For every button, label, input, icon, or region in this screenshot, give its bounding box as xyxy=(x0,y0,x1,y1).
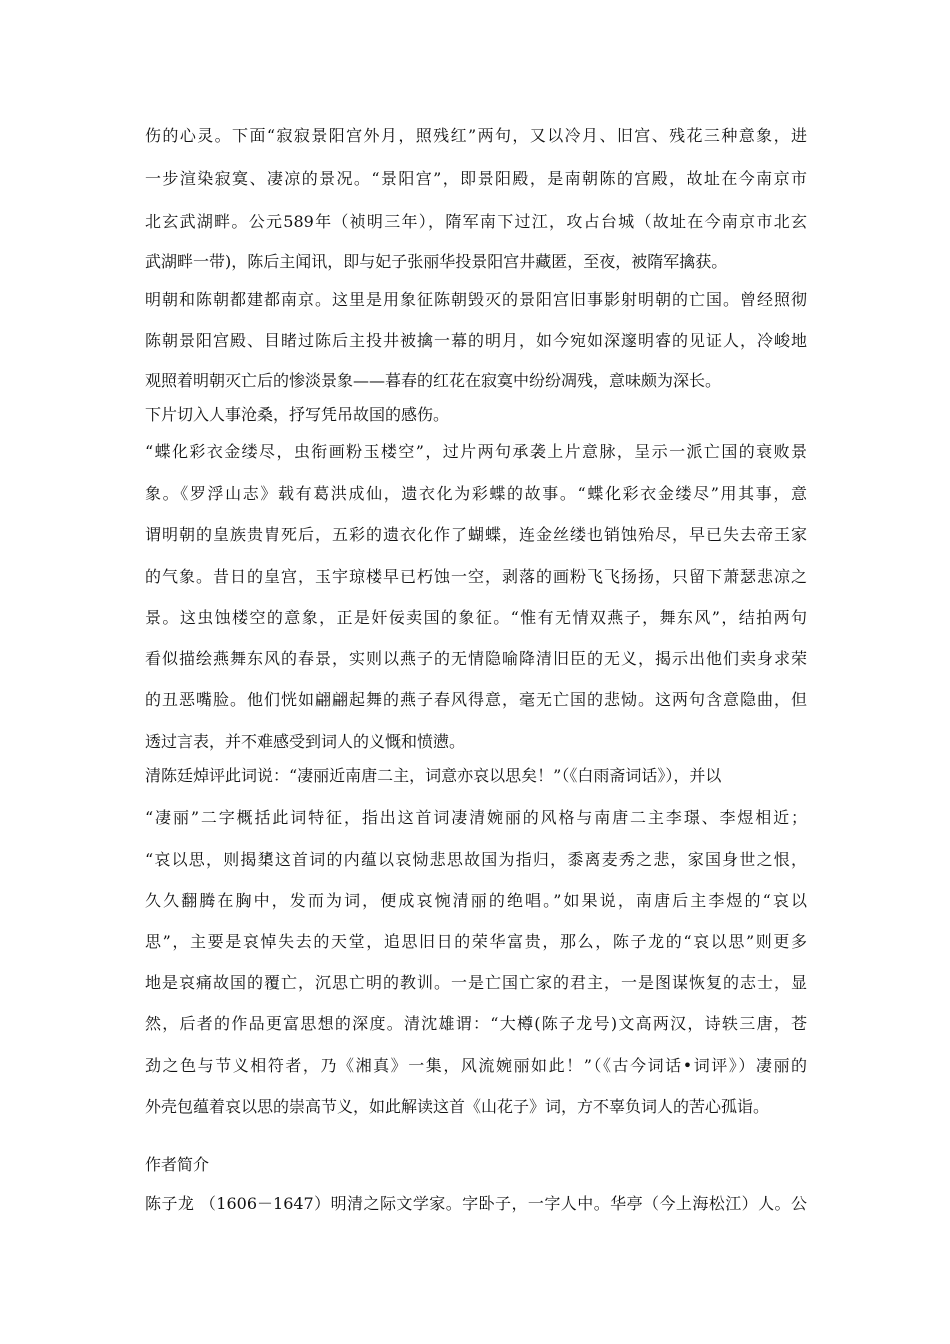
text-line: “蝶化彩衣金缕尽，虫衔画粉玉楼空”，过片两句承袭上片意脉，呈示一派亡国的衰败景 xyxy=(145,442,807,461)
text-line: “哀以思，则揭橥这首词的内蕴以哀恸悲思故国为指归，黍离麦秀之悲，家国身世之恨， xyxy=(145,850,807,869)
text-line: 思”，主要是哀悼失去的天堂，追思旧日的荣华富贵，那么，陈子龙的“哀以思”则更多 xyxy=(145,932,807,951)
text-line: 然，后者的作品更富思想的深度。清沈雄谓：“大樽(陈子龙号)文高两汉，诗轶三唐，苍 xyxy=(145,1014,807,1033)
text-line: 景。这虫蚀楼空的意象，正是奸佞卖国的象征。“惟有无情双燕子，舞东风”，结拍两句 xyxy=(145,608,807,627)
text-line: 陈子龙 （1606－1647）明清之际文学家。字卧子，一字人中。华亭（今上海松江）人。公 xyxy=(145,1194,807,1213)
text-line: 一步渲染寂寞、凄凉的景况。“景阳宫”，即景阳殿，是南朝陈的宫殿，故址在今南京市 xyxy=(145,169,807,188)
text-line: 下片切入人事沧桑，抒写凭吊故国的感伤。 xyxy=(145,405,450,424)
text-line: 劲之色与节义相符者，乃《湘真》一集，风流婉丽如此！”（《古今词话•词评》）凄丽的 xyxy=(145,1056,807,1075)
text-line: 陈朝景阳宫殿、目睹过陈后主投井被擒一幕的明月，如今宛如深邃明睿的见证人，冷峻地 xyxy=(145,331,807,350)
text-line: 观照着明朝灭亡后的惨淡景象——暮春的红花在寂寞中纷纷凋残，意味颇为深长。 xyxy=(145,371,722,390)
text-line: 久久翻腾在胸中，发而为词，便成哀惋清丽的绝唱。”如果说，南唐后主李煜的“哀以 xyxy=(145,891,807,910)
text-line: 的丑恶嘴脸。他们恍如翩翩起舞的燕子春风得意，毫无亡国的悲恸。这两句含意隐曲，但 xyxy=(145,690,807,709)
text-line: 武湖畔一带)，陈后主闻讯，即与妃子张丽华投景阳宫井藏匿，至夜，被隋军擒获。 xyxy=(145,252,728,271)
text-line: 的气象。昔日的皇宫，玉宇琼楼早已朽蚀一空，剥落的画粉飞飞扬扬，只留下萧瑟悲凉之 xyxy=(145,567,807,586)
text-line: 透过言表，并不难感受到词人的义慨和愤懑。 xyxy=(145,732,466,751)
text-line: 看似描绘燕舞东风的春景，实则以燕子的无情隐喻降清旧臣的无义，揭示出他们卖身求荣 xyxy=(145,649,807,668)
text-line: 明朝和陈朝都建都南京。这里是用象征陈朝毁灭的景阳宫旧事影射明朝的亡国。曾经照彻 xyxy=(145,290,807,309)
text-line: 谓明朝的皇族贵胄死后，五彩的遗衣化作了蝴蝶，连金丝缕也销蚀殆尽，早已失去帝王家 xyxy=(145,525,807,544)
text-line: 象。《罗浮山志》载有葛洪成仙，遗衣化为彩蝶的故事。“蝶化彩衣金缕尽”用其事，意 xyxy=(145,484,807,503)
text-line: 伤的心灵。下面“寂寂景阳宫外月，照残红”两句，又以冷月、旧宫、残花三种意象，进 xyxy=(145,126,807,145)
text-line: “凄丽”二字概括此词特征，指出这首词凄清婉丽的风格与南唐二主李璟、李煜相近； xyxy=(145,808,807,827)
text-line: 清陈廷焯评此词说：“凄丽近南唐二主，词意亦哀以思矣！”（《白雨斋词话》），并以 xyxy=(145,766,722,785)
text-line: 外壳包蕴着哀以思的崇高节义，如此解读这首《山花子》词，方不辜负词人的苦心孤诣。 xyxy=(145,1097,770,1116)
text-line: 地是哀痛故国的覆亡，沉思亡明的教训。一是亡国亡家的君主，一是图谋恢复的志士，显 xyxy=(145,973,807,992)
text-line: 北玄武湖畔。公元589年（祯明三年），隋军南下过江，攻占台城（故址在今南京市北玄 xyxy=(145,212,807,231)
section-heading: 作者简介 xyxy=(145,1155,210,1174)
